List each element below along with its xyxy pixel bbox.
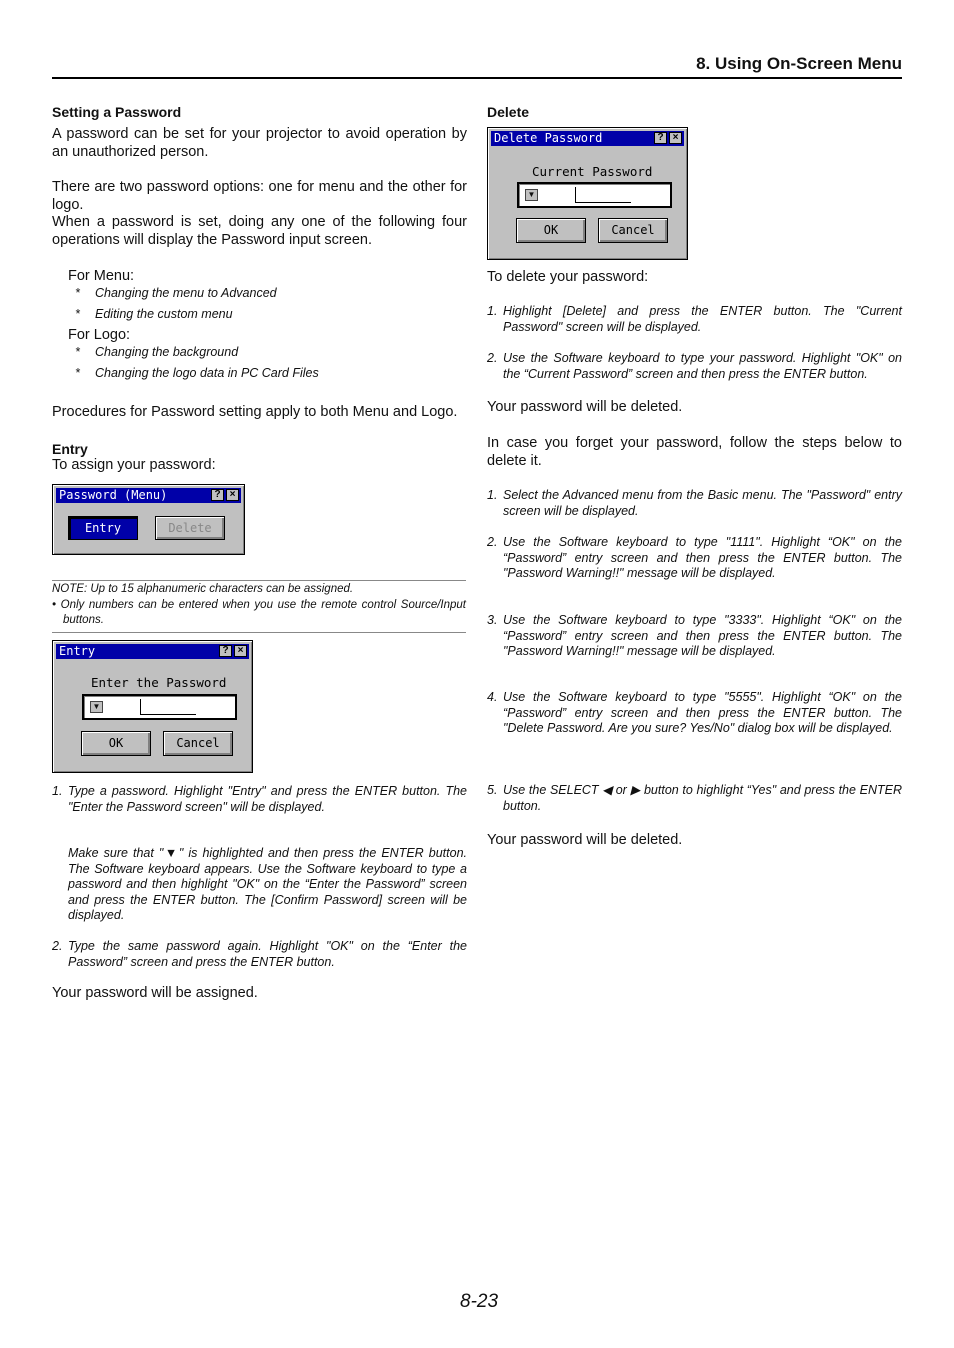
delete-password-dialog <box>487 127 688 260</box>
ok-button[interactable]: OK <box>81 731 151 756</box>
password-input[interactable] <box>517 182 672 208</box>
delete-heading: Delete <box>487 104 530 120</box>
input-underline <box>140 714 196 715</box>
cancel-button[interactable]: Cancel <box>163 731 233 756</box>
ok-button[interactable]: OK <box>516 218 586 243</box>
dialog-titlebar: Entry ? × <box>56 644 249 659</box>
note-line: NOTE: Up to 15 alphanumeric characters can be assigned. <box>52 583 354 595</box>
delete-intro: To delete your password: <box>487 269 649 285</box>
intro-paragraph: A password can be set for your projector to avoid operation by an unauthorized person. <box>52 126 467 160</box>
help-icon[interactable]: ? <box>211 489 224 501</box>
for-menu-label: For Menu: <box>68 268 135 284</box>
entry-intro: To assign your password: <box>52 457 216 473</box>
note-box <box>52 580 466 633</box>
close-icon[interactable]: × <box>226 489 239 501</box>
dialog-titlebar: Password (Menu) ? × <box>56 488 241 503</box>
list-item: 2. Use the Software keyboard to type "1111". Highlight “OK" on the “Password” entry screen and then press the ENTER button. The "Password Warning!!" message will be displayed. <box>487 535 902 581</box>
current-password-label: Current Password <box>532 164 653 179</box>
close-icon[interactable]: × <box>669 132 682 144</box>
delete-button[interactable]: Delete <box>155 516 225 540</box>
text-cursor <box>140 699 141 714</box>
deleted-text: Your password will be deleted. <box>487 399 683 415</box>
close-icon[interactable]: × <box>234 645 247 657</box>
list-item: 1. Highlight [Delete] and press the ENTER button. The "Current Password" screen will be displayed. <box>487 304 902 334</box>
entry-button[interactable]: Entry <box>68 516 138 540</box>
assigned-text: Your password will be assigned. <box>52 985 258 1001</box>
list-item: 1. Select the Advanced menu from the Basic menu. The "Password" entry screen will be displayed. <box>487 488 902 518</box>
list-item: Make sure that "▼" is highlighted and then press the ENTER button. The Software keyboard appears. Use the Software keyboard to type a password and then highlight "OK" on the “Enter the Password” screen and press the ENTER button. The [Confirm Password] screen will be displayed. <box>68 846 467 923</box>
password-input[interactable] <box>82 694 237 720</box>
password-menu-dialog <box>52 484 245 555</box>
page-number: 8-23 <box>460 1291 499 1312</box>
list-item: 5. Use the SELECT ◀ or ▶ button to highlight “Yes" and press the ENTER button. <box>487 783 902 813</box>
for-logo-label: For Logo: <box>68 327 131 343</box>
note-bullet: • Only numbers can be entered when you use the remote control Source/Input buttons. <box>52 598 466 626</box>
page-header-title: 8. Using On-Screen Menu <box>696 54 902 73</box>
text-cursor <box>575 187 576 202</box>
list-item: 2. Type the same password again. Highlight "OK" on the “Enter the Password” screen and press the ENTER button. <box>52 939 467 969</box>
list-item: 4. Use the Software keyboard to type "5555". Highlight “OK" on the “Password” entry screen and then press the ENTER button. The "Delete Password. Are you sure? Yes/No" dialog box will be displayed. <box>487 690 902 736</box>
list-item: 3. Use the Software keyboard to type "3333". Highlight “OK" on the “Password” entry screen and then press the ENTER button. The "Password Warning!!" message will be displayed. <box>487 613 902 659</box>
cancel-button[interactable]: Cancel <box>598 218 668 243</box>
enter-password-label: Enter the Password <box>91 675 227 690</box>
operations-paragraph: When a password is set, doing any one of the following four operations will display the Password input screen. <box>52 214 467 248</box>
list-item: 1. Type a password. Highlight "Entry" and press the ENTER button. The "Enter the Password screen" will be displayed. <box>52 784 467 814</box>
options-paragraph: There are two password options: one for menu and the other for logo. <box>52 179 467 213</box>
help-icon[interactable]: ? <box>219 645 232 657</box>
help-icon[interactable]: ? <box>654 132 667 144</box>
list-item: 2. Use the Software keyboard to type your password. Highlight "OK" on the “Current Password” screen and then press the ENTER button. <box>487 351 902 381</box>
entry-dialog <box>52 640 253 773</box>
dialog-titlebar: Delete Password ? × <box>491 131 684 146</box>
setting-password-heading: Setting a Password <box>52 104 182 120</box>
dropdown-arrow-icon[interactable]: ▼ <box>90 701 103 713</box>
forget-paragraph: In case you forget your password, follow the steps below to delete it. <box>487 435 902 469</box>
dropdown-arrow-icon[interactable]: ▼ <box>525 189 538 201</box>
header-rule <box>52 77 902 79</box>
deleted-text: Your password will be deleted. <box>487 832 683 848</box>
procedures-text: Procedures for Password setting apply to both Menu and Logo. <box>52 404 458 420</box>
input-underline <box>575 202 631 203</box>
entry-heading: Entry <box>52 441 88 457</box>
